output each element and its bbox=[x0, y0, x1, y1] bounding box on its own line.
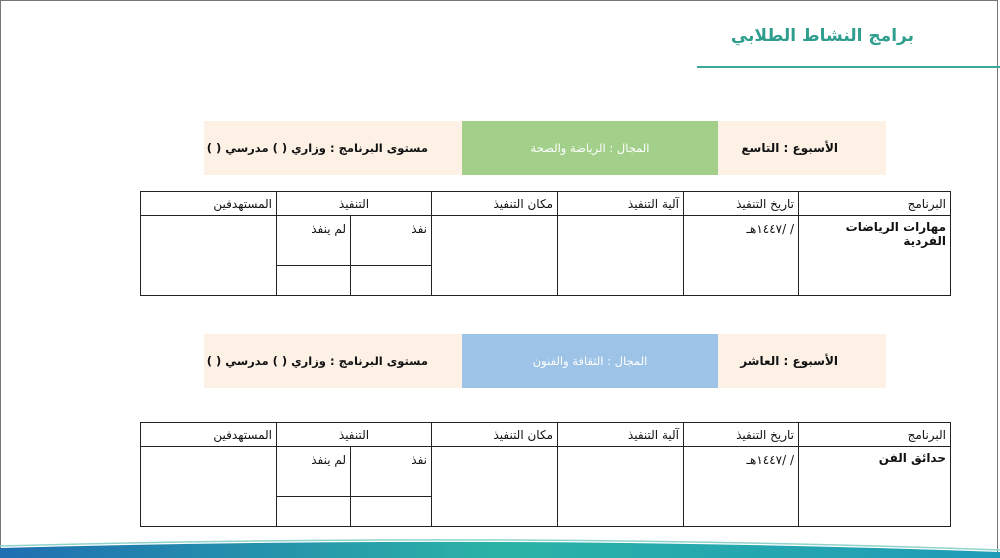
program-table-week-10 bbox=[140, 422, 951, 527]
header-mechanism: آلية التنفيذ bbox=[558, 192, 684, 216]
beneficiaries-cell[interactable] bbox=[141, 447, 277, 527]
program-level-label: مستوى البرنامج : وزاري ( ) مدرسي ( ) bbox=[204, 334, 462, 388]
not-executed-mark-cell[interactable] bbox=[277, 497, 351, 527]
table-header-row bbox=[141, 192, 951, 216]
mechanism-cell[interactable] bbox=[558, 447, 684, 527]
section-banner-week-9 bbox=[204, 121, 886, 175]
not-executed-mark-cell[interactable] bbox=[277, 266, 351, 296]
header-place: مكان التنفيذ bbox=[432, 192, 558, 216]
week-label: الأسبوع : العاشر bbox=[718, 334, 886, 388]
header-place: مكان التنفيذ bbox=[432, 423, 558, 447]
week-label: الأسبوع : التاسع bbox=[718, 121, 886, 175]
table-row bbox=[141, 216, 951, 266]
header-date: تاريخ التنفيذ bbox=[684, 192, 799, 216]
header-program: البرنامج bbox=[799, 192, 951, 216]
executed-mark-cell[interactable] bbox=[351, 266, 432, 296]
mechanism-cell[interactable] bbox=[558, 216, 684, 296]
program-level-label: مستوى البرنامج : وزاري ( ) مدرسي ( ) bbox=[204, 121, 462, 175]
date-cell[interactable]: / /١٤٤٧هـ bbox=[684, 216, 799, 296]
footer-wave-decoration bbox=[0, 538, 1000, 558]
header-execution: التنفيذ bbox=[277, 423, 432, 447]
header-execution: التنفيذ bbox=[277, 192, 432, 216]
program-name-cell[interactable]: مهارات الرياضات الفردية bbox=[799, 216, 951, 296]
header-beneficiaries: المستهدفين bbox=[141, 192, 277, 216]
header-date: تاريخ التنفيذ bbox=[684, 423, 799, 447]
executed-cell[interactable]: نفذ bbox=[351, 216, 432, 266]
program-table-week-9 bbox=[140, 191, 951, 296]
beneficiaries-cell[interactable] bbox=[141, 216, 277, 296]
page-title: برامج النشاط الطلابي bbox=[730, 26, 914, 46]
not-executed-cell[interactable]: لم ينفذ bbox=[277, 216, 351, 266]
header-beneficiaries: المستهدفين bbox=[141, 423, 277, 447]
not-executed-cell[interactable]: لم ينفذ bbox=[277, 447, 351, 497]
domain-label: المجال : الرياضة والصحة bbox=[462, 121, 718, 175]
date-cell[interactable]: / /١٤٤٧هـ bbox=[684, 447, 799, 527]
table-row bbox=[141, 447, 951, 497]
place-cell[interactable] bbox=[432, 447, 558, 527]
executed-mark-cell[interactable] bbox=[351, 497, 432, 527]
executed-cell[interactable]: نفذ bbox=[351, 447, 432, 497]
header-mechanism: آلية التنفيذ bbox=[558, 423, 684, 447]
table-header-row bbox=[141, 423, 951, 447]
domain-label: المجال : الثقافة والفنون bbox=[462, 334, 718, 388]
place-cell[interactable] bbox=[432, 216, 558, 296]
title-underline bbox=[697, 66, 1000, 68]
header-program: البرنامج bbox=[799, 423, 951, 447]
section-banner-week-10 bbox=[204, 334, 886, 388]
program-name-cell[interactable]: حدائق الفن bbox=[799, 447, 951, 527]
